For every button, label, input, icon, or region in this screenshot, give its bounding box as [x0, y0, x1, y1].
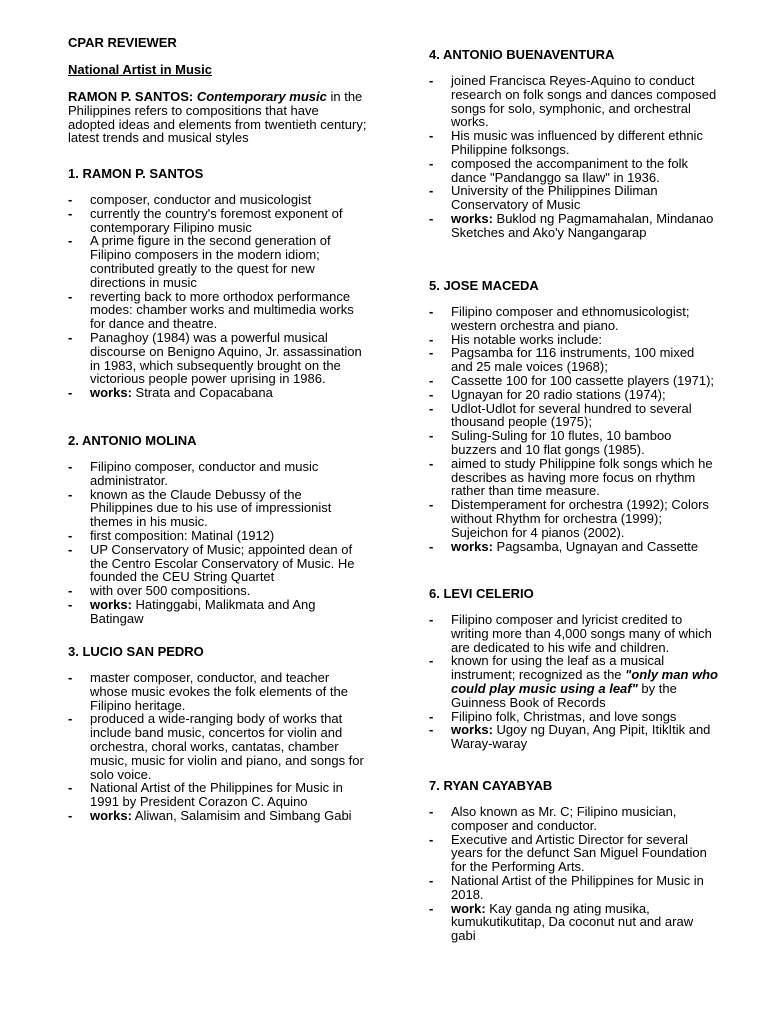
- list-item: [429, 402, 719, 430]
- intro-term: Contemporary music: [196, 89, 327, 104]
- bullet-dash: -: [68, 541, 73, 557]
- list-item: [68, 331, 368, 386]
- artist-facts-list: [68, 193, 368, 400]
- intro-lead: RAMON P. SANTOS:: [68, 89, 194, 104]
- bullet-dash: -: [429, 128, 434, 144]
- item-text: Kay ganda ng ating musika, kumukutikutitap, Da coconut nut and araw gabi: [451, 900, 694, 944]
- artist-heading: 7. RYAN CAYABYAB: [429, 778, 553, 793]
- bullet-dash: -: [68, 807, 73, 823]
- list-item: [68, 488, 368, 529]
- list-item: [429, 429, 719, 457]
- works-label: works:: [90, 385, 132, 401]
- bullet-dash: -: [429, 304, 434, 319]
- list-item: [429, 129, 719, 157]
- item-text: Distemperament for orchestra (1992); Colors without Rhythm for orchestra (1999); Sujeichon for 4 pianos (2002).: [451, 497, 709, 540]
- item-text: Executive and Artistic Director for several years for the defunct San Miguel Foundation for the Performing Arts.: [451, 831, 707, 875]
- list-item: [429, 710, 719, 724]
- list-item: [429, 833, 719, 874]
- bullet-dash: -: [429, 538, 434, 554]
- list-item: [68, 460, 368, 488]
- item-text: Also known as Mr. C; Filipino musician, composer and conductor.: [451, 804, 677, 833]
- item-text: UP Conservatory of Music; appointed dean of the Centro Escolar Conservatory of Music. He founded the CEU String Quartet: [90, 541, 355, 585]
- list-item: [68, 193, 368, 207]
- item-text: National Artist of the Philippines for Music in 1991 by President Corazon C. Aquino: [90, 780, 343, 810]
- list-item: [429, 184, 719, 212]
- item-text: His music was influenced by different ethnic Philippine folksongs.: [451, 128, 703, 157]
- bullet-dash: -: [429, 497, 434, 513]
- item-text: Pagsamba, Ugnayan and Cassette: [492, 538, 699, 554]
- artist-section-ramon-santos: [68, 167, 368, 400]
- item-text: Panaghoy (1984) was a powerful musical discourse on Benigno Aquino, Jr. assassination in 1983, which subsequently brought on the victorious people power uprising in 1986.: [90, 329, 362, 387]
- list-item: [429, 333, 719, 347]
- artist-section-lucio-san-pedro: [68, 645, 368, 823]
- list-item: [68, 598, 368, 626]
- artist-section-ryan-cayabyab: [429, 779, 719, 943]
- bullet-dash: -: [429, 345, 434, 361]
- list-item: [68, 207, 368, 235]
- works-label: works:: [90, 596, 132, 612]
- item-text: Udlot-Udlot for several hundred to several thousand people (1975);: [451, 400, 692, 430]
- item-text: National Artist of the Philippines for Music in 2018.: [451, 872, 704, 902]
- artist-facts-list: [68, 460, 368, 626]
- item-text: Filipino composer and lyricist credited to writing more than 4,000 songs many of which are dedicated to his wife and children.: [451, 612, 712, 655]
- bullet-dash: -: [429, 428, 434, 444]
- bullet-dash: -: [429, 831, 434, 847]
- bullet-dash: -: [68, 527, 73, 543]
- item-text: Aliwan, Salamisim and Simbang Gabi: [131, 807, 352, 823]
- bullet-dash: -: [429, 386, 434, 402]
- bullet-dash: -: [429, 722, 434, 738]
- bullet-dash: -: [68, 596, 73, 612]
- item-text: currently the country's foremost exponent of contemporary Filipino music: [90, 205, 343, 235]
- intro-text: in the Philippines refers to compositions that have adopted ideas and elements from twentieth century; latest trends and musical styles: [68, 89, 367, 146]
- item-text: A prime figure in the second generation of Filipino composers in the modern idiom; contributed greatly to the quest for new directions in music: [90, 233, 331, 290]
- item-text: known for using the leaf as a musical instrument; recognized as the: [451, 653, 665, 683]
- item-text-after: by the Guinness Book of Records: [451, 680, 677, 710]
- artist-heading: 6. LEVI CELERIO: [429, 586, 534, 601]
- list-item: [429, 74, 719, 129]
- artist-section-levi-celerio: [429, 587, 719, 751]
- bullet-dash: -: [68, 583, 73, 599]
- bullet-dash: -: [429, 331, 434, 347]
- list-item: [429, 805, 719, 833]
- works-label: works:: [451, 210, 493, 226]
- item-text: reverting back to more orthodox performance modes: chamber works and multimedia works for dance and theatre.: [90, 288, 354, 332]
- artist-facts-list: [429, 305, 719, 553]
- list-item: [429, 874, 719, 902]
- item-text: master composer, conductor, and teacher whose music evokes the folk elements of the Filipino heritage.: [90, 670, 348, 713]
- list-item: [68, 712, 368, 781]
- bullet-dash: -: [429, 872, 434, 888]
- item-text: Hatinggabi, Malikmata and Ang Batingaw: [90, 596, 316, 626]
- artist-facts-list: [429, 613, 719, 751]
- works-label: works:: [451, 538, 493, 554]
- item-text: Pagsamba for 116 instruments, 100 mixed and 25 male voices (1968);: [451, 345, 695, 375]
- bullet-dash: -: [429, 612, 434, 627]
- item-text: Cassette 100 for 100 cassette players (1971);: [451, 372, 715, 388]
- list-item: [68, 529, 368, 543]
- works-label: works:: [451, 722, 493, 738]
- bullet-dash: -: [68, 385, 73, 401]
- bullet-dash: -: [429, 372, 434, 388]
- works-label: work:: [451, 900, 486, 916]
- artist-heading: 5. JOSE MACEDA: [429, 278, 539, 293]
- bullet-dash: -: [429, 400, 434, 416]
- artist-heading: 1. RAMON P. SANTOS: [68, 166, 204, 181]
- item-text: with over 500 compositions.: [90, 583, 251, 599]
- artist-heading: 4. ANTONIO BUENAVENTURA: [429, 47, 615, 62]
- item-text: University of the Philippines Diliman Conservatory of Music: [451, 183, 658, 213]
- list-item: [429, 157, 719, 185]
- list-item: [429, 613, 719, 654]
- bullet-dash: -: [429, 155, 434, 171]
- list-item: [68, 543, 368, 584]
- bullet-dash: -: [68, 192, 73, 207]
- bullet-dash: -: [429, 900, 434, 916]
- item-text: first composition: Matinal (1912): [90, 527, 275, 543]
- artist-facts-list: [429, 74, 719, 240]
- bullet-dash: -: [429, 455, 434, 471]
- bullet-dash: -: [68, 329, 73, 345]
- intro-paragraph: [68, 90, 368, 145]
- bullet-dash: -: [68, 233, 73, 249]
- artist-section-antonio-buenaventura: [429, 48, 719, 240]
- item-text: His notable works include:: [451, 331, 603, 347]
- works-label: works:: [90, 807, 132, 823]
- bullet-dash: -: [68, 711, 73, 727]
- bullet-dash: -: [68, 486, 73, 502]
- list-item: [429, 305, 719, 333]
- list-item: [68, 386, 368, 400]
- artist-facts-list: [68, 671, 368, 823]
- list-item: [68, 671, 368, 712]
- item-text: Strata and Copacabana: [131, 385, 273, 401]
- item-quote: "only man who could play music using a leaf": [451, 667, 718, 696]
- item-text: known as the Claude Debussy of the Philippines due to his use of impressionist themes in his music.: [90, 486, 332, 530]
- document-subtitle: National Artist in Music: [68, 62, 212, 77]
- item-text: joined Francisca Reyes-Aquino to conduct research on folk songs and dances composed songs for solo, symphonic, and orchestral works.: [451, 73, 717, 130]
- list-item: [429, 498, 719, 539]
- list-item: [429, 654, 719, 709]
- bullet-dash: -: [429, 804, 434, 819]
- artist-section-jose-maceda: [429, 279, 719, 553]
- item-text: aimed to study Philippine folk songs which he describes as having more focus on rhythm rather than time measure.: [451, 455, 713, 499]
- bullet-dash: -: [68, 780, 73, 796]
- bullet-dash: -: [429, 183, 434, 199]
- bullet-dash: -: [429, 653, 434, 669]
- list-item: [68, 290, 368, 331]
- item-text: Buklod ng Pagmamahalan, Mindanao Sketches and Ako'y Nangangarap: [451, 210, 714, 240]
- list-item: [429, 902, 719, 943]
- item-text: composer, conductor and musicologist: [90, 192, 312, 207]
- list-item: [68, 234, 368, 289]
- list-item: [429, 723, 719, 751]
- bullet-dash: -: [68, 670, 73, 685]
- artist-section-antonio-molina: [68, 434, 368, 626]
- item-text: Filipino folk, Christmas, and love songs: [451, 708, 677, 724]
- list-item: [68, 781, 368, 809]
- document-title: CPAR REVIEWER: [68, 35, 177, 50]
- bullet-dash: -: [429, 73, 434, 88]
- bullet-dash: -: [68, 288, 73, 304]
- bullet-dash: -: [429, 708, 434, 724]
- item-text: Ugoy ng Duyan, Ang Pipit, ItikItik and Waray-waray: [451, 722, 711, 752]
- bullet-dash: -: [68, 205, 73, 221]
- list-item: [68, 584, 368, 598]
- artist-heading: 3. LUCIO SAN PEDRO: [68, 644, 204, 659]
- item-text: Filipino composer, conductor and music administrator.: [90, 459, 319, 488]
- item-text: composed the accompaniment to the folk dance "Pandanggo sa Ilaw" in 1936.: [451, 155, 689, 185]
- item-text: produced a wide-ranging body of works that include band music, concertos for violin and orchestra, choral works, cantatas, chamber music, music for violin and piano, and songs for solo voice.: [90, 711, 364, 782]
- list-item: [429, 212, 719, 240]
- bullet-dash: -: [429, 210, 434, 226]
- list-item: [68, 809, 368, 823]
- list-item: [429, 374, 719, 388]
- list-item: [429, 540, 719, 554]
- item-text: Filipino composer and ethnomusicologist; western orchestra and piano.: [451, 304, 690, 333]
- list-item: [429, 346, 719, 374]
- item-text: Suling-Suling for 10 flutes, 10 bamboo buzzers and 10 flat gongs (1985).: [451, 428, 672, 457]
- list-item: [429, 457, 719, 498]
- artist-heading: 2. ANTONIO MOLINA: [68, 433, 197, 448]
- bullet-dash: -: [68, 459, 73, 474]
- artist-facts-list: [429, 805, 719, 943]
- list-item: [429, 388, 719, 402]
- item-text: Ugnayan for 20 radio stations (1974);: [451, 386, 666, 402]
